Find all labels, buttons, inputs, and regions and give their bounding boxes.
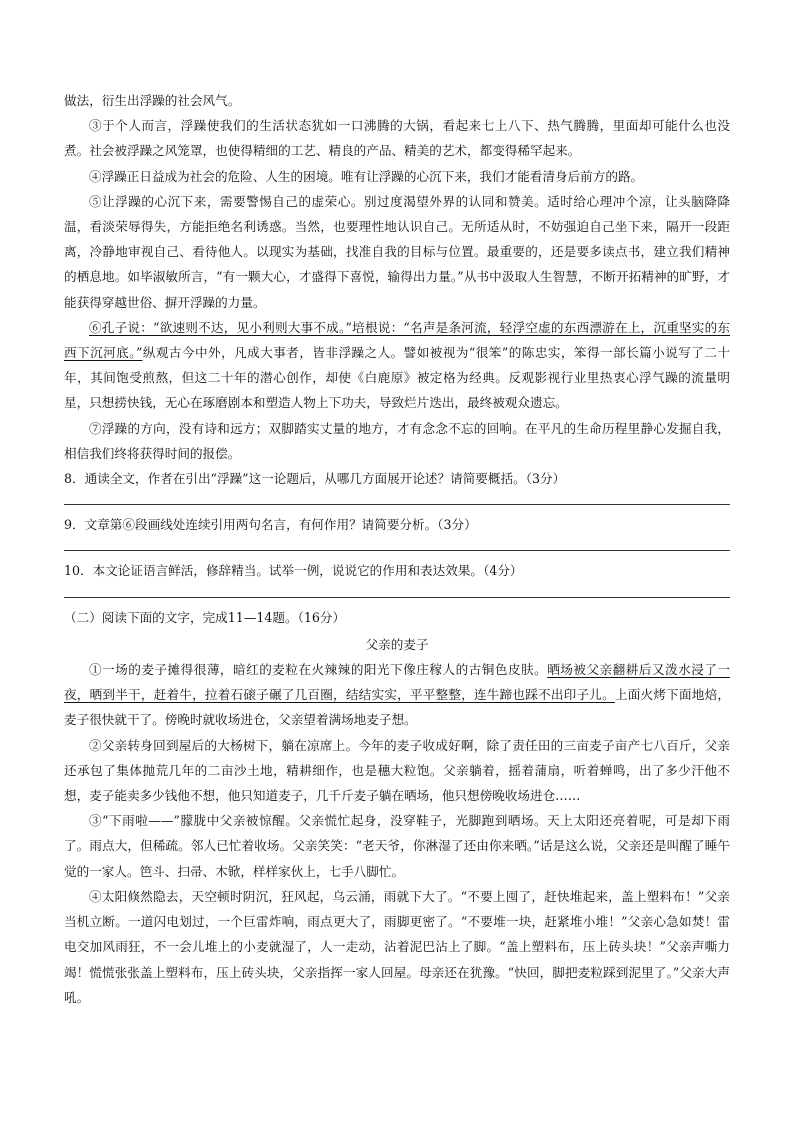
story-paragraph-1-end: 上面火烤下面地焙，麦子很快就干了。傍晚时就收场进仓，父亲望着满场地麦子想。: [64, 687, 731, 728]
exam-page: [64, 88, 730, 1010]
question-9: 9．文章第⑥段画线处连续引用两句名言，有何作用？请简要分析。（3分）: [64, 517, 477, 533]
answer-line-8[interactable]: [64, 504, 730, 505]
underlined-quotes: ⑥孔子说：“欲速则不达，见小利则大事不成。”培根说：“名声是条河流，轻浮空虚的东西漂游在上，沉重坚实的东西下沉河底。”: [64, 319, 730, 361]
essay-paragraph-5: ⑤让浮躁的心沉下来，需要警惕自己的虚荣心。别过度渴望外界的认同和赞美。适时给心理冲个凉，让头脑降降温，看淡荣辱得失，方能拒绝名利诱惑。当然，也要理性地认识自己。无所适从时，不妨强迫自己坐下来，隔开一段距离，冷静地审视自己、看待他人。以现实为基础，找准自我的目标与位置。最重要的，还是要多读点书，建立我们精神的栖息地。如毕淑敏所言，“有一颗大心，才盛得下喜悦，输得出力量。”从书中汲取人生智慧，不断开拓精神的旷野，才能获得穿越世俗、摒开浮躁的力量。: [64, 193, 730, 310]
essay-paragraph-6-rest: 纵观古今中外，凡成大事者，皆非浮躁之人。譬如被视为“很笨”的陈忠实，笨得一部长篇小说写了二十年，其间饱受煎熬，但这二十年的潜心创作，却使《白鹿原》被定格为经典。反观影视行业里热衷心浮气躁的流量明星，只想捞快钱，无心在琢磨剧本和塑造人物上下功夫，导致烂片迭出，最终被观众遗忘。: [64, 345, 730, 411]
answer-line-9[interactable]: [64, 550, 730, 551]
answer-line-10[interactable]: [64, 597, 730, 598]
story-paragraph-3: ③“下雨啦——”朦胧中父亲被惊醒。父亲慌忙起身，没穿鞋子，光脚跑到晒场。天上太阳还亮着呢，可是却下雨了。雨点大，但稀疏。邻人已忙着收场。父亲笑笑：“老天爷，你淋湿了还由你来晒。”话是这么说，父亲还是叫醒了睡午觉的一家人。笆斗、扫帚、木锨，样样家伙上，七手八脚忙。: [64, 813, 730, 879]
story-paragraph-2: ②父亲转身回到屋后的大杨树下，躺在凉席上。今年的麦子收成好啊，除了责任田的三亩麦子亩产七八百斤，父亲还承包了集体抛荒几年的二亩沙土地，精耕细作，也是穗大粒饱。父亲躺着，摇着蒲扇，听着蝉鸣，出了多少汗他不想，麦子能卖多少钱他不想，他只知道麦子，几千斤麦子躺在晒场，他只想傍晚收场进仓……: [64, 737, 730, 804]
essay-paragraph-4: ④浮躁正日益成为社会的危险、人生的困境。唯有让浮躁的心沉下来，我们才能看清身后前方的路。: [89, 168, 644, 184]
essay-paragraph-continuation: 做法，衍生出浮躁的社会风气。: [64, 93, 241, 108]
story-paragraph-4: ④太阳倏然隐去，天空顿时阴沉，狂风起，乌云涌，雨就下大了。“不要上囤了，赶快堆起来，盖上塑料布！”父亲当机立断。一道闪电划过，一个巨雷炸响，雨点更大了，雨脚更密了。“不要堆一块，赶紧堆小堆！”父亲心急如焚！雷电交加风雨狂，不一会儿堆上的小麦就湿了，人一走动，沾着泥巴沾上了脚。“盖上塑料布，压上砖头块！”父亲声嘶力竭！慌慌张张盖上塑料布，压上砖头块，父亲指挥一家人回屋。母亲还在犹豫。“快回，脚把麦粒踩到泥里了。”父亲大声吼。: [64, 888, 730, 1005]
story-paragraph-1-start: ①一场的麦子摊得很薄，暗红的麦粒在火辣辣的阳光下像庄稼人的古铜色皮肤。: [89, 662, 548, 678]
story-paragraph-1: [64, 657, 730, 733]
story-title: 父亲的麦子: [365, 636, 429, 652]
essay-paragraph-6: [64, 315, 730, 416]
question-10: 10．本文论证语言鲜活，修辞精当。试举一例，说说它的作用和表达效果。（4分）: [64, 563, 523, 579]
underlined-sentence: 晒场被父亲翻耕后又泼水浸了一夜，晒到半干，赶着牛，拉着石磙子碾了几百圈，结结实实，平平整整，连牛蹄也踩不出印子儿。: [64, 662, 731, 703]
question-8: 8．通读全文，作者在引出“浮躁”这一论题后，从哪几方面展开论述？请简要概括。（3分）: [64, 471, 566, 487]
section-heading: （二）阅读下面的文字，完成11—14题。（16分）: [64, 609, 346, 625]
essay-paragraph-7: ⑦浮躁的方向，没有诗和远方；双脚踏实丈量的地方，才有念念不忘的回响。在平凡的生命历程里静心发掘自我，相信我们终将获得时间的报偿。: [64, 420, 730, 461]
essay-paragraph-3: ③于个人而言，浮躁使我们的生活状态犹如一口沸腾的大锅，看起来七上八下、热气腾腾，里面却可能什么也没煮。社会被浮躁之风笼罩，也使得精细的工艺、精良的产品、精美的艺术，都变得稀罕起来。: [64, 118, 730, 159]
